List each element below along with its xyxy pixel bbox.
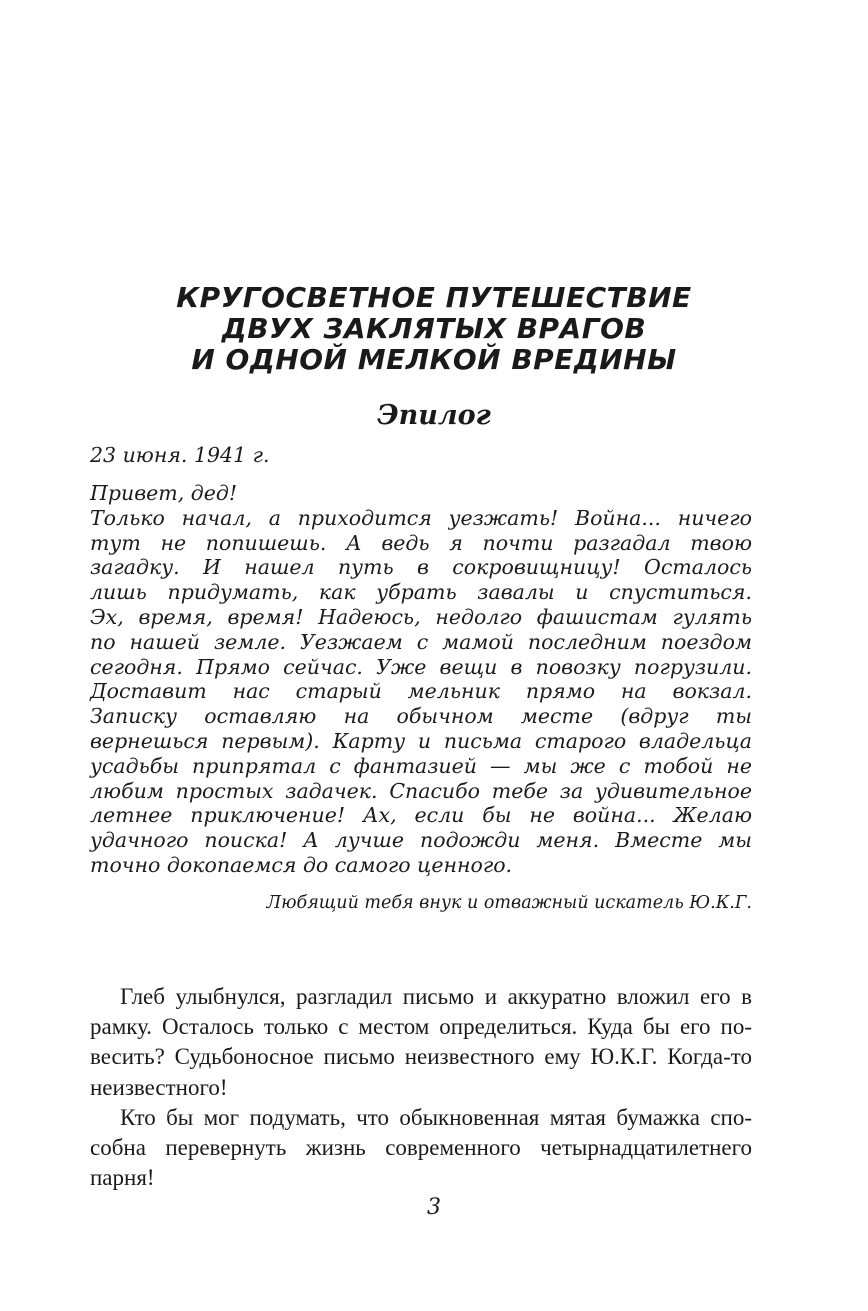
title-line: ДВУХ ЗАКЛЯТЫХ ВРАГОВ	[221, 312, 647, 345]
letter-line: загадку. И нашел путь в сокровищницу! Осталось	[90, 555, 752, 580]
book-title	[0, 282, 868, 375]
letter-line: Записку оставляю на обычном месте (вдруг ты	[90, 704, 752, 729]
letter-line: усадьбы припрятал с фантазией — мы же с тобой не	[90, 753, 752, 778]
letter-date: 23 июня. 1941 г.	[90, 443, 270, 467]
letter-body	[90, 481, 752, 878]
letter-line: Только начал, а приходится уезжать! Война... ничего	[90, 505, 752, 530]
prose-line: собна перевернуть жизнь современного четырнадцатилетнего	[90, 1135, 752, 1161]
letter-line: летнее приключение! Ах, если бы не война... Желаю	[90, 803, 752, 828]
letter-line: Эх, время, время! Надеюсь, недолго фашистам гулять	[90, 604, 752, 629]
letter-line: удачного поиска! А лучше подожди меня. Вместе мы	[90, 828, 752, 853]
section-title: Эпилог	[377, 400, 491, 431]
title-line: КРУГОСВЕТНОЕ ПУТЕШЕСТВИЕ	[176, 281, 692, 314]
prose-line: рамку. Осталось только с местом определиться. Куда бы его по-	[90, 1014, 752, 1040]
letter-line: вернешься первым). Карту и письма старого владельца	[90, 728, 752, 753]
letter-signature: Любящий тебя внук и отважный искатель Ю.К.Г.	[266, 893, 752, 913]
letter-line: Привет, дед!	[90, 481, 238, 505]
page-number: 3	[427, 1195, 441, 1220]
prose-line: Кто бы мог подумать, что обыкновенная мятая бумажка спо-	[120, 1104, 752, 1130]
letter-line: тут не попишешь. А ведь я почти разгадал твою	[90, 530, 752, 555]
letter-line: Доставит нас старый мельник прямо на вокзал.	[90, 679, 752, 704]
letter-line: сегодня. Прямо сейчас. Уже вещи в повозку погрузили.	[90, 654, 752, 679]
letter-line: по нашей земле. Уезжаем с мамой последним поездом	[90, 629, 752, 654]
prose-line: весить? Судьбоносное письмо неизвестного ему Ю.К.Г. Когда-то	[90, 1044, 752, 1070]
letter-line: лишь придумать, как убрать завалы и спуститься.	[90, 580, 752, 605]
prose-line: Глеб улыбнулся, разгладил письмо и аккуратно вложил его в	[120, 984, 752, 1009]
prose-line: парня!	[90, 1165, 155, 1191]
letter-line: любим простых задачек. Спасибо тебе за удивительное	[90, 778, 752, 803]
prose-line: неизвестного!	[90, 1074, 228, 1100]
title-line: И ОДНОЙ МЕЛКОЙ ВРЕДИНЫ	[191, 343, 677, 376]
letter-line: точно докопаемся до самого ценного.	[90, 852, 513, 877]
prose-text	[90, 982, 752, 1193]
